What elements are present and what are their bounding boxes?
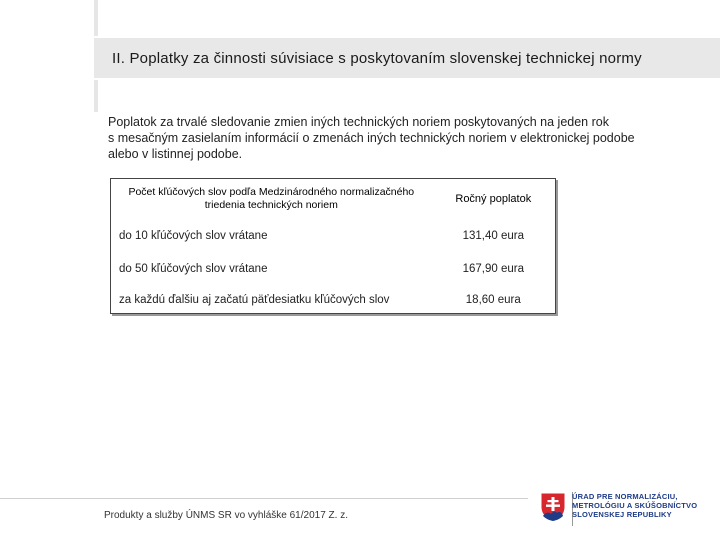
fee-table (110, 178, 556, 314)
table-header-row (111, 179, 555, 219)
table-row (111, 219, 555, 252)
footer-text: Produkty a služby ÚNMS SR vo vyhláške 61/2017 Z. z. (104, 510, 348, 521)
logo-line: SLOVENSKEJ REPUBLIKY (572, 510, 672, 519)
accent-line-top (94, 0, 98, 36)
slovak-emblem-icon (540, 492, 566, 522)
logo-text (572, 492, 697, 519)
column-header-keywords: Počet kľúčových slov podľa Medzinárodného normalizačného triedenia technických noriem (128, 186, 415, 211)
row-label: do 50 kľúčových slov vrátane (119, 262, 268, 275)
row-fee: 18,60 eura (465, 294, 521, 306)
column-header-annual-fee: Ročný poplatok (455, 193, 532, 205)
row-fee: 167,90 eura (462, 262, 524, 275)
row-label: do 10 kľúčových slov vrátane (119, 229, 268, 242)
accent-line-middle (94, 80, 98, 112)
footer-divider (0, 498, 528, 499)
row-label: za každú ďalšiu aj začatú päťdesiatku kľúčových slov (119, 294, 390, 306)
logo-line: ÚRAD PRE NORMALIZÁCIU, (572, 492, 678, 501)
unms-logo (540, 488, 718, 532)
table-row (111, 252, 555, 285)
intro-line: alebo v listinnej podobe. (108, 147, 243, 161)
intro-line: Poplatok za trvalé sledovanie zmien iných technických noriem poskytovaných na jeden rok (108, 115, 609, 129)
page-title: II. Poplatky za činnosti súvisiace s poskytovaním slovenskej technickej normy (112, 49, 642, 67)
intro-line: s mesačným zasielaním informácií o zmenách iných technických noriem v elektronickej podobe (108, 131, 635, 145)
title-bar (94, 38, 720, 78)
intro-paragraph (108, 114, 708, 162)
row-fee: 131,40 eura (462, 229, 524, 242)
table-row (111, 285, 555, 315)
logo-line: METROLÓGIU A SKÚŠOBNÍCTVO (572, 501, 698, 510)
